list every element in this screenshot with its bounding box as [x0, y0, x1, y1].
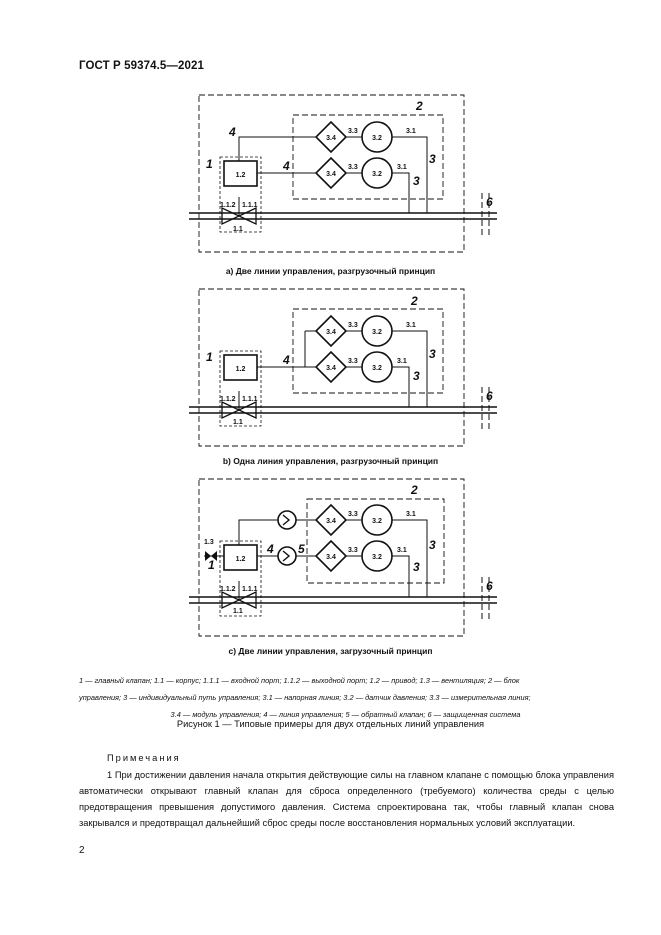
label-a-32b: 3.2 — [372, 171, 382, 178]
label-c-33b: 3.3 — [348, 547, 358, 554]
label-c-34b: 3.4 — [326, 554, 336, 561]
label-c-3-lower: 3 — [413, 560, 420, 574]
label-a-31: 3.1 — [406, 128, 416, 135]
label-a-1: 1 — [206, 157, 213, 171]
label-a-11: 1.1 — [233, 226, 243, 233]
label-c-11: 1.1 — [233, 608, 243, 615]
label-b-3-lower: 3 — [413, 369, 420, 383]
label-b-12: 1.2 — [235, 366, 246, 373]
figure-title: Рисунок 1 — Типовые примеры для двух отдельных линий управления — [176, 719, 485, 729]
label-b-11: 1.1 — [233, 419, 243, 426]
legend-line-1: 1 — главный клапан; 1.1 — корпус; 1.1.1 — входной порт; 1.1.2 — выходной порт; 1.2 — привод; 1.3 — вентиляция; 2 — блок — [79, 676, 520, 685]
label-a-34: 3.4 — [326, 135, 336, 142]
label-a-31b: 3.1 — [397, 164, 407, 171]
document-header: ГОСТ Р 59374.5—2021 — [79, 60, 204, 72]
label-a-6: 6 — [486, 195, 493, 209]
label-c-13: 1.3 — [204, 539, 214, 546]
label-c-32b: 3.2 — [372, 554, 382, 561]
label-a-3-lower: 3 — [413, 174, 420, 188]
label-a-4-mid: 4 — [283, 159, 290, 173]
label-a-34b: 3.4 — [326, 171, 336, 178]
label-b-6: 6 — [486, 389, 493, 403]
label-b-34b: 3.4 — [326, 365, 336, 372]
figure-legend — [79, 672, 612, 723]
label-a-33b: 3.3 — [348, 164, 358, 171]
caption-b: b) Одна линия управления, разгрузочный принцип — [222, 456, 439, 466]
label-c-3-right: 3 — [429, 538, 436, 552]
label-a-3-right: 3 — [429, 152, 436, 166]
label-c-6: 6 — [486, 579, 493, 593]
label-b-32b: 3.2 — [372, 365, 382, 372]
label-c-112: 1.1.2 — [220, 586, 236, 593]
label-c-34: 3.4 — [326, 518, 336, 525]
label-a-33: 3.3 — [348, 128, 358, 135]
label-b-4: 4 — [283, 353, 290, 367]
label-c-12: 1.2 — [235, 556, 246, 563]
legend-line-2: управления; 3 — индивидуальный путь управления; 3.1 — напорная линия; 3.2 — датчик давления; 3.3 — измерительная линия; — [79, 693, 531, 702]
label-b-33b: 3.3 — [348, 358, 358, 365]
label-c-1: 1 — [208, 558, 215, 572]
legend-line-3: 3.4 — модуль управления; 4 — линия управления; 5 — обратный клапан; 6 — защищенная система — [170, 710, 521, 719]
label-a-12: 1.2 — [235, 172, 246, 179]
label-b-2: 2 — [411, 294, 418, 308]
label-a-2: 2 — [416, 99, 423, 113]
label-a-112: 1.1.2 — [220, 202, 236, 209]
notes-paragraph-text: 1 При достижении давления начала открытия действующие силы на главном клапане с помощью блока управления автоматически открывают главный клапан для сброса определенного (требуемого) количества среды с целью предотвращения превышения допустимого давления. Система спроектирована так, чтобы главный клапан снова закрывался и предотвращал дальнейший сброс среды после восстановления нормальных условий эксплуатации. — [79, 770, 614, 828]
label-b-31: 3.1 — [406, 322, 416, 329]
label-b-112: 1.1.2 — [220, 396, 236, 403]
label-c-33: 3.3 — [348, 511, 358, 518]
label-c-111: 1.1.1 — [242, 586, 258, 593]
label-b-34: 3.4 — [326, 329, 336, 336]
label-a-4-top: 4 — [229, 125, 236, 139]
label-c-31: 3.1 — [406, 511, 416, 518]
label-c-31b: 3.1 — [397, 547, 407, 554]
label-a-32: 3.2 — [372, 135, 382, 142]
label-c-2: 2 — [411, 483, 418, 497]
notes-paragraph — [79, 767, 614, 831]
label-a-111: 1.1.1 — [242, 202, 258, 209]
label-b-33: 3.3 — [348, 322, 358, 329]
caption-c: c) Две линии управления, загрузочный принцип — [228, 646, 433, 656]
page-number: 2 — [79, 845, 85, 856]
label-b-1: 1 — [206, 350, 213, 364]
label-b-3-right: 3 — [429, 347, 436, 361]
label-b-32: 3.2 — [372, 329, 382, 336]
caption-a: a) Две линии управления, разгрузочный принцип — [225, 266, 436, 276]
label-b-31b: 3.1 — [397, 358, 407, 365]
label-b-111: 1.1.1 — [242, 396, 258, 403]
label-c-32: 3.2 — [372, 518, 382, 525]
notes-heading: Примечания — [107, 753, 181, 763]
label-c-5: 5 — [298, 542, 305, 556]
label-c-4: 4 — [267, 542, 274, 556]
